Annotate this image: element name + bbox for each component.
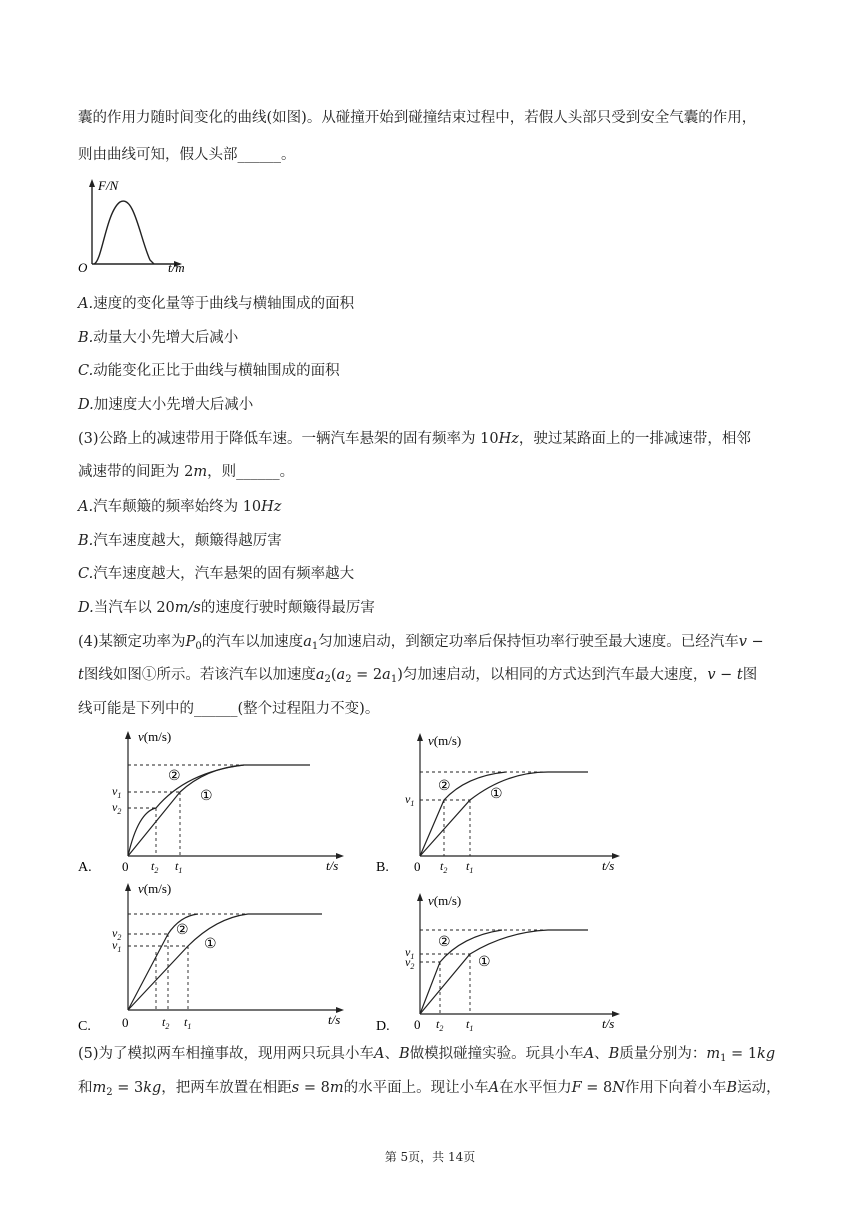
question-4-line-2: t图线如图①所示。若该汽车以加速度$a_2(a_2 = 2a_1)$匀加速启动，以相同的方式达到汽车最大速度，v − t图	[78, 667, 758, 685]
graph-a-letter: A.	[78, 860, 92, 875]
origin-label: 0	[122, 859, 129, 874]
circle-2-label: ②	[438, 935, 451, 950]
question-3-line-1: (3)公路上的减速带用于降低车速。一辆汽车悬架的固有频率为 10Hz，驶过某路面上的一排减速带，相邻	[78, 431, 751, 447]
graph-a	[76, 728, 366, 878]
option-d: D.加速度大小先增大后减小	[78, 397, 254, 413]
circle-1-label: ①	[200, 789, 213, 804]
x-axis-label: t/s	[602, 858, 615, 873]
question-5-line-2: 和$m_2 = 3kg$，把两车放置在相距s = 8m的水平面上。现让小车A在水平恒力F = 8N作用下向着小车B运动，	[78, 1080, 781, 1098]
t2-label: $t_2$	[151, 859, 159, 875]
q3-option-d: D.当汽车以 20m/s的速度行驶时颠簸得最厉害	[78, 600, 375, 616]
question-4-line-3: 线可能是下列中的______(整个过程阻力不变)。	[78, 701, 380, 717]
origin-label: 0	[414, 859, 421, 874]
origin-label: 0	[122, 1015, 129, 1030]
option-b: B.动量大小先增大后减小	[78, 330, 239, 346]
v1-label: $v_1$	[405, 945, 415, 961]
curve-2	[128, 765, 244, 856]
graph-d-letter: D.	[376, 1019, 390, 1034]
graph-b	[376, 732, 636, 878]
graph-c-letter: C.	[78, 1019, 91, 1034]
option-a: A.速度的变化量等于曲线与横轴围成的面积	[78, 296, 355, 312]
graph-c	[76, 880, 366, 1036]
v2-label: $v_2$	[405, 955, 415, 971]
y-axis-label: v(m/s)	[138, 729, 172, 744]
time-axis-label: t/m	[168, 260, 185, 275]
question-3-line-2: 减速带的间距为 2m，则______。	[78, 464, 295, 480]
circle-1-label: ①	[204, 937, 217, 952]
t1-label: $t_1$	[466, 859, 474, 875]
intro-line-1: 囊的作用力随时间变化的曲线(如图)。从碰撞开始到碰撞结束过程中，若假人头部只受到安全气囊的作用，	[78, 110, 757, 126]
origin-label: O	[78, 260, 88, 275]
circle-2-label: ②	[168, 769, 181, 784]
curve-2	[420, 930, 502, 1014]
question-5-line-1: (5)为了模拟两车相撞事故，现用两只玩具小车A、B做模拟碰撞实验。玩具小车A、B质量分别为：$m_1 = 1kg$	[78, 1046, 776, 1064]
circle-2-label: ②	[438, 779, 451, 794]
origin-label: 0	[414, 1017, 421, 1032]
y-axis-arrow-icon	[417, 893, 423, 901]
y-axis-arrow-icon	[417, 733, 423, 741]
option-c: C.动能变化正比于曲线与横轴围成的面积	[78, 363, 340, 379]
v1-label: $v_1$	[112, 784, 122, 800]
x-axis-label: t/s	[602, 1016, 615, 1031]
x-axis-label: t/s	[328, 1012, 341, 1027]
y-axis-arrow-icon	[125, 883, 131, 891]
circle-1-label: ①	[478, 955, 491, 970]
curve-1	[128, 765, 310, 856]
circle-1-label: ①	[490, 787, 503, 802]
force-axis-label: F/N	[98, 178, 119, 193]
question-4-line-1: (4)某额定功率为$P_0$的汽车以加速度$a_1$匀加速启动，到额定功率后保持恒功率行驶至最大速度。已经汽车v −	[78, 634, 764, 652]
page-footer: 第 5页，共 14页	[384, 1150, 476, 1164]
v2-label: $v_2$	[112, 800, 122, 816]
v1-label: $v_1$	[405, 792, 415, 808]
t2-label: $t_2$	[162, 1015, 170, 1031]
y-axis-label: v(m/s)	[428, 893, 462, 908]
v2-label: $v_2$	[112, 926, 122, 942]
t1-label: $t_1$	[175, 859, 183, 875]
y-axis-arrow-icon	[125, 731, 131, 739]
t2-label: $t_2$	[436, 1017, 444, 1033]
curve-1	[128, 914, 322, 1010]
circle-2-label: ②	[176, 923, 189, 938]
graph-d	[376, 892, 636, 1038]
t1-label: $t_1$	[466, 1017, 474, 1033]
q3-option-a: A.汽车颠簸的频率始终为 10Hz	[78, 499, 282, 515]
y-axis-label: v(m/s)	[428, 733, 462, 748]
y-axis-arrow-icon	[89, 179, 95, 187]
t1-label: $t_1$	[184, 1015, 192, 1031]
graph-b-letter: B.	[376, 860, 389, 875]
x-axis-label: t/s	[326, 858, 339, 873]
y-axis-label: v(m/s)	[138, 881, 172, 896]
force-time-graph	[76, 176, 206, 276]
t2-label: $t_2$	[440, 859, 448, 875]
v1-label: $v_1$	[112, 938, 122, 954]
force-curve	[94, 201, 154, 264]
q3-option-c: C.汽车速度越大，汽车悬架的固有频率越大	[78, 566, 355, 582]
q3-option-b: B.汽车速度越大，颠簸得越厉害	[78, 533, 282, 549]
intro-line-2: 则由曲线可知，假人头部______。	[78, 147, 296, 163]
